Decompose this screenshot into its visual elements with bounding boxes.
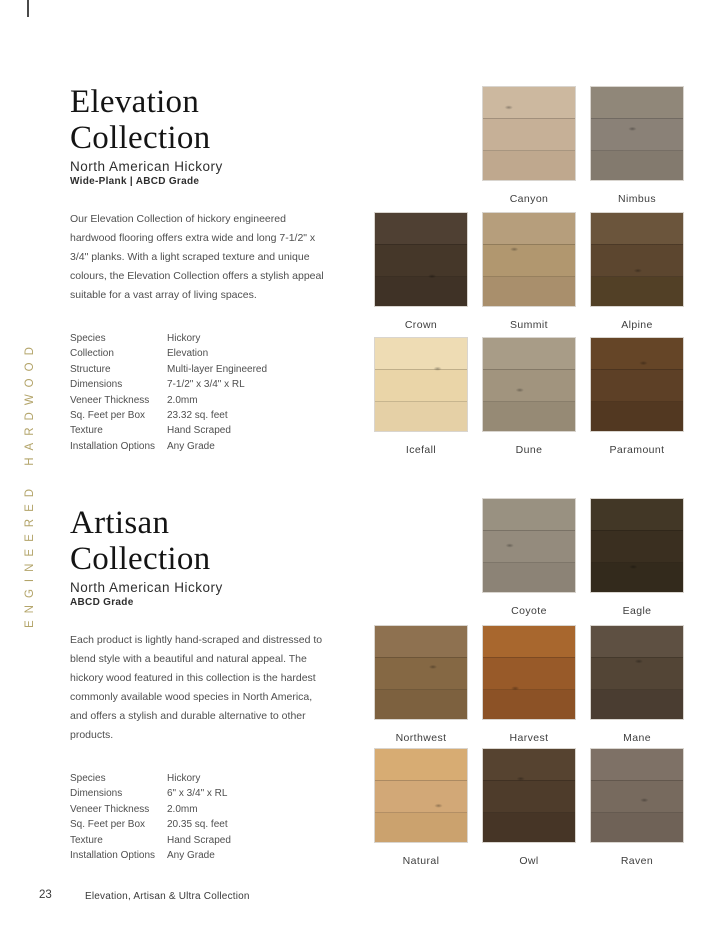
spec-label: Collection — [70, 348, 114, 360]
spec-value: 7-1/2" x 3/4" x RL — [167, 379, 245, 391]
spec-value: Hickory — [167, 773, 201, 784]
spec-value: Multi-layer Engineered — [167, 363, 268, 375]
swatch-natural — [374, 748, 468, 843]
swatch-label-natural: Natural — [402, 855, 440, 867]
swatch-raven — [590, 748, 684, 843]
elevation-specs-table — [70, 331, 334, 454]
swatch-harvest — [482, 625, 576, 720]
spec-value: 20.35 sq. feet — [167, 819, 228, 831]
swatch-cell-icefall — [374, 337, 468, 456]
spec-value: Elevation — [167, 348, 209, 360]
swatch-row-elevation-1 — [374, 86, 684, 205]
swatch-cell-harvest — [482, 625, 576, 744]
spec-row — [70, 802, 334, 817]
spec-label: Texture — [70, 834, 103, 846]
swatch-alpine — [590, 212, 684, 307]
spec-row — [70, 817, 334, 832]
swatch-row-artisan-3 — [374, 748, 684, 867]
swatch-cell-summit — [482, 212, 576, 331]
spec-label: Texture — [70, 425, 103, 437]
swatch-coyote — [482, 498, 576, 593]
elevation-title — [70, 84, 334, 156]
spec-row — [70, 771, 334, 786]
swatch-cell-coyote — [482, 498, 576, 617]
swatch-row-elevation-3 — [374, 337, 684, 456]
swatch-row-artisan-2 — [374, 625, 684, 744]
artisan-section — [70, 505, 334, 863]
elevation-description: Our Elevation Collection of hickory engineered hardwood flooring offers extra wide and long 7-1/2" x 3/4" planks. With a light scraped texture and unique colours, the Elevation Collection offers a stylish appeal suitable for a vast array of living spaces. — [70, 213, 324, 301]
elevation-section — [70, 84, 334, 454]
swatch-label-harvest: Harvest — [509, 732, 549, 744]
elevation-subtitle: North American Hickory — [70, 159, 223, 174]
swatch-cell-alpine — [590, 212, 684, 331]
swatch-label-coyote: Coyote — [511, 605, 547, 617]
spec-label: Dimensions — [70, 379, 123, 391]
spec-row — [70, 331, 334, 346]
swatch-dune — [482, 337, 576, 432]
swatch-nimbus — [590, 86, 684, 181]
swatch-row-elevation-2 — [374, 212, 684, 331]
spec-value: 2.0mm — [167, 394, 198, 406]
swatch-cell-nimbus — [590, 86, 684, 205]
swatch-cell-paramount — [590, 337, 684, 456]
spec-value: Any Grade — [167, 440, 215, 452]
swatch-label-paramount: Paramount — [609, 444, 665, 456]
spec-label: Veneer Thickness — [70, 394, 150, 406]
swatch-canyon — [482, 86, 576, 181]
swatch-crown — [374, 212, 468, 307]
swatch-cell-natural — [374, 748, 468, 867]
spec-row — [70, 393, 334, 408]
spec-value: Hand Scraped — [167, 834, 231, 846]
swatch-cell-owl — [482, 748, 576, 867]
spec-row — [70, 346, 334, 361]
swatch-label-mane: Mane — [623, 732, 651, 744]
swatch-label-raven: Raven — [620, 855, 654, 867]
swatch-owl — [482, 748, 576, 843]
swatch-icefall — [374, 337, 468, 432]
spec-label: Veneer Thickness — [70, 803, 150, 815]
artisan-grade: ABCD Grade — [70, 597, 134, 608]
swatch-cell-crown — [374, 212, 468, 331]
artisan-description: Each product is lightly hand-scraped and distressed to blend style with a beautiful and natural appeal. The hickory wood featured in this collection is the hardest commonly available wood species in North America, and offers a stylish and durable alternative to other products. — [70, 634, 323, 741]
artisan-title-line2: Collection — [70, 541, 211, 577]
crop-mark — [27, 0, 29, 17]
swatch-eagle — [590, 498, 684, 593]
artisan-title-line1: Artisan — [70, 505, 170, 541]
swatch-cell-mane — [590, 625, 684, 744]
spec-label: Dimensions — [70, 788, 123, 800]
spec-row — [70, 423, 334, 438]
footer-title: Elevation, Artisan & Ultra Collection — [85, 891, 250, 902]
spec-value: Hand Scraped — [167, 425, 231, 437]
swatch-label-icefall: Icefall — [405, 444, 437, 456]
elevation-grade: Wide-Plank | ABCD Grade — [70, 176, 200, 187]
spec-value: Hickory — [167, 333, 201, 344]
sidebar-vertical-label: ENGINEERED HARDWOOD — [24, 340, 36, 628]
spec-value: 2.0mm — [167, 803, 198, 815]
swatch-label-eagle: Eagle — [622, 605, 652, 617]
swatch-cell-northwest — [374, 625, 468, 744]
swatch-label-summit: Summit — [510, 319, 548, 331]
artisan-subtitle: North American Hickory — [70, 580, 223, 595]
spec-label: Sq. Feet per Box — [70, 410, 146, 422]
elevation-title-line2: Collection — [70, 120, 211, 156]
spec-row — [70, 408, 334, 423]
spec-value: Any Grade — [167, 850, 215, 862]
page-number: 23 — [39, 889, 52, 901]
swatch-label-crown: Crown — [404, 319, 438, 331]
swatch-summit — [482, 212, 576, 307]
spec-label: Sq. Feet per Box — [70, 819, 146, 831]
spec-row — [70, 377, 334, 392]
artisan-specs-table — [70, 771, 334, 863]
swatch-cell-canyon — [482, 86, 576, 205]
spec-row — [70, 362, 334, 377]
spec-label: Species — [70, 333, 106, 344]
swatch-label-nimbus: Nimbus — [618, 193, 656, 205]
spec-row — [70, 786, 334, 801]
swatch-mane — [590, 625, 684, 720]
spec-value: 23.32 sq. feet — [167, 410, 228, 422]
spec-value: 6" x 3/4" x RL — [167, 788, 228, 800]
swatch-northwest — [374, 625, 468, 720]
swatch-cell-raven — [590, 748, 684, 867]
swatch-cell-eagle — [590, 498, 684, 617]
spec-label: Species — [70, 773, 106, 784]
spec-label: Structure — [70, 363, 111, 375]
spec-row — [70, 848, 334, 863]
elevation-title-line1: Elevation — [70, 84, 200, 120]
swatch-label-alpine: Alpine — [621, 319, 653, 331]
spec-row — [70, 439, 334, 454]
swatch-label-northwest: Northwest — [395, 732, 447, 744]
swatch-label-dune: Dune — [515, 444, 543, 456]
spec-label: Installation Options — [70, 850, 156, 862]
swatch-row-artisan-1 — [374, 498, 684, 617]
swatch-paramount — [590, 337, 684, 432]
artisan-title — [70, 505, 334, 577]
swatch-cell-dune — [482, 337, 576, 456]
swatch-label-canyon: Canyon — [509, 193, 549, 205]
spec-row — [70, 833, 334, 848]
swatch-label-owl: Owl — [519, 855, 539, 867]
spec-label: Installation Options — [70, 440, 156, 452]
